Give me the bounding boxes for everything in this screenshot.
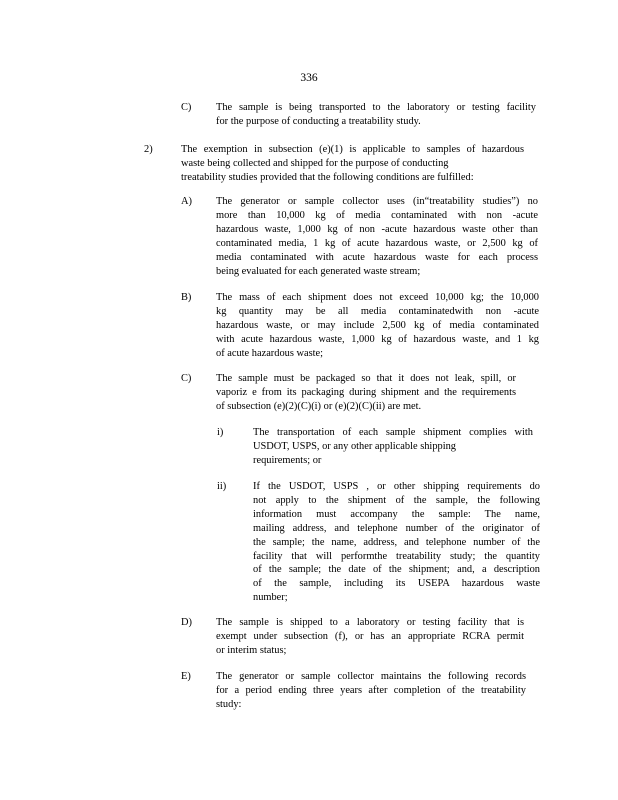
text-line: with acute hazardous waste, 1,000 kg of hazardous waste, and 1 kg <box>216 333 539 345</box>
text-line: The mass of each shipment does not exceed 10,000 kg; the 10,000 <box>216 292 539 303</box>
text-line: information must accompany the sample: The name, <box>253 508 540 520</box>
text-line: vaporiz e from its packaging during shipment and the requirements <box>216 386 516 398</box>
item-label: i) <box>217 427 224 438</box>
text-line: The generator or sample collector uses (in“treatability studies”) no <box>216 196 538 207</box>
item-label: D) <box>181 617 192 628</box>
text-line: not apply to the shipment of the sample, the following <box>253 494 540 506</box>
text-line: for a period ending three years after completion of the treatability <box>216 684 526 696</box>
text-line: kg quantity may be all media contaminatedwith non -acute <box>216 305 539 317</box>
item-text <box>253 426 533 468</box>
item-text <box>216 195 538 278</box>
text-line: The generator or sample collector maintains the following records <box>216 671 526 682</box>
item-label: 2) <box>144 144 153 155</box>
text-line: treatability studies provided that the following conditions are fulfilled: <box>181 171 474 183</box>
text-line: waste being collected and shipped for the purpose of conducting <box>181 157 449 169</box>
item-label: C) <box>181 102 192 113</box>
text-line: more than 10,000 kg of media contaminated with non -acute <box>216 209 538 221</box>
item-text <box>216 372 516 414</box>
text-line: requirements; or <box>253 454 322 466</box>
text-line: If the USDOT, USPS , or other shipping requirements do <box>253 481 540 492</box>
item-label: B) <box>181 292 192 303</box>
text-line: for the purpose of conducting a treatability study. <box>216 115 421 127</box>
text-line: hazardous waste, or may include 2,500 kg of media contaminated <box>216 319 539 331</box>
text-line: being evaluated for each generated waste stream; <box>216 265 421 277</box>
text-line: of acute hazardous waste; <box>216 347 324 359</box>
item-text <box>181 143 524 185</box>
text-line: facility that will performthe treatability study; the quantity <box>253 550 540 562</box>
text-line: number; <box>253 592 288 604</box>
item-label: C) <box>181 373 192 384</box>
item-label: A) <box>181 196 192 207</box>
text-line: the sample; the name, address, and telephone number of the <box>253 536 540 548</box>
text-line: exempt under subsection (f), or has an appropriate RCRA permit <box>216 630 524 642</box>
text-line: contaminated media, 1 kg of acute hazardous waste, or 2,500 kg of <box>216 237 538 249</box>
text-line: study: <box>216 698 242 710</box>
text-line: The sample is shipped to a laboratory or testing facility that is <box>216 617 524 628</box>
text-line: The sample must be packaged so that it does not leak, spill, or <box>216 373 516 384</box>
item-text <box>216 670 526 712</box>
text-line: hazardous waste, 1,000 kg of non -acute hazardous waste other than <box>216 223 538 235</box>
text-line: USDOT, USPS, or any other applicable shipping <box>253 440 456 452</box>
text-line: of subsection (e)(2)(C)(i) or (e)(2)(C)(ii) are met. <box>216 400 422 412</box>
text-line: of the sample; the date of the shipment; and, a description <box>253 564 540 576</box>
text-line: The sample is being transported to the laboratory or testing facility <box>216 102 536 113</box>
text-line: The transportation of each sample shipment complies with <box>253 427 533 438</box>
text-line: mailing address, and telephone number of the originator of <box>253 522 540 534</box>
item-text <box>216 291 539 361</box>
text-line: or interim status; <box>216 644 287 656</box>
item-text <box>216 616 524 658</box>
item-label: E) <box>181 671 191 682</box>
text-line: The exemption in subsection (e)(1) is applicable to samples of hazardous <box>181 144 524 155</box>
text-line: media contaminated with acute hazardous waste for each process <box>216 251 538 263</box>
item-text <box>253 480 540 605</box>
text-line: of the sample, including its USEPA hazardous waste <box>253 578 540 590</box>
item-text <box>216 101 536 129</box>
page-number: 336 <box>300 72 318 84</box>
item-label: ii) <box>217 481 227 492</box>
